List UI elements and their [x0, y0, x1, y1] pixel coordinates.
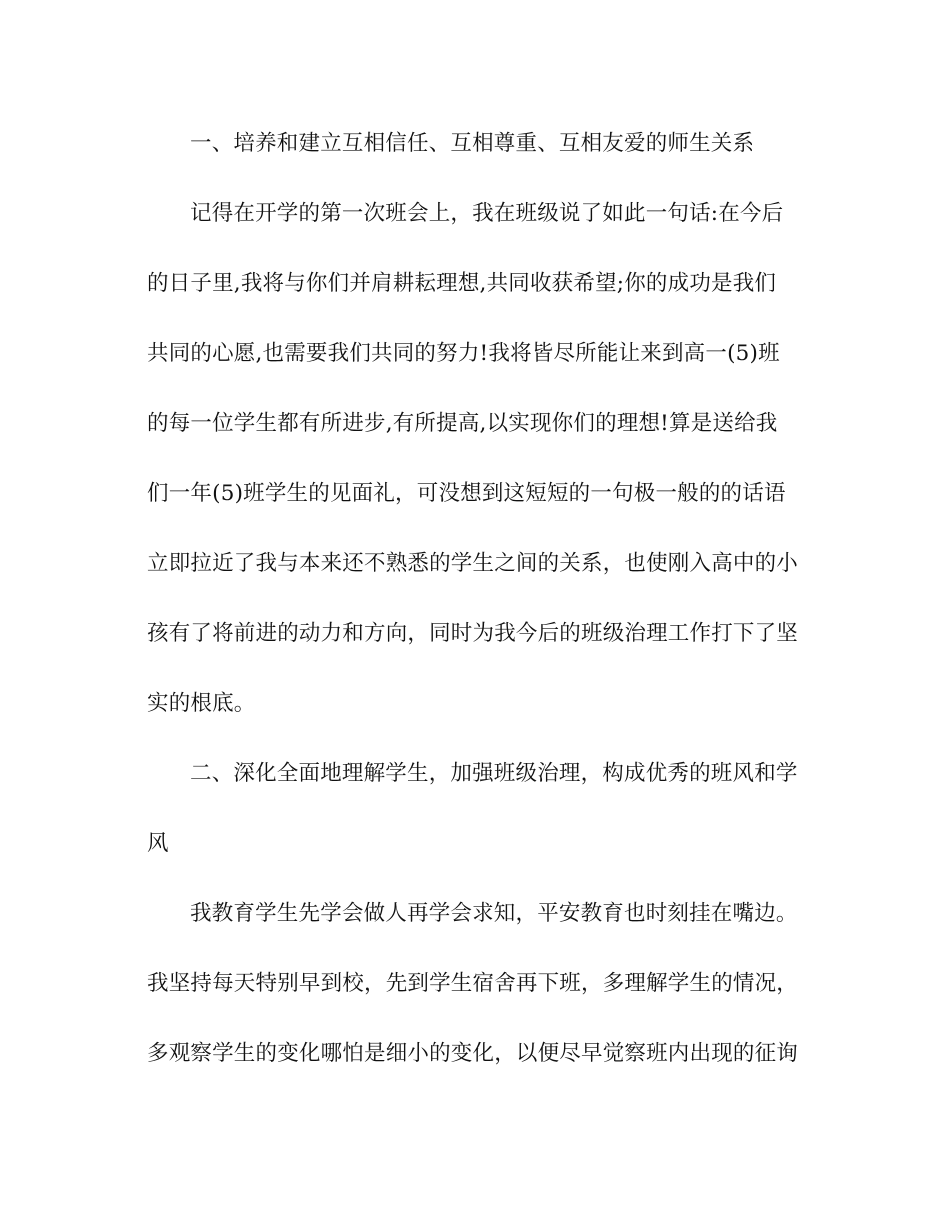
paragraph-line: 记得在开学的第一次班会上，我在班级说了如此一句话:在今后: [190, 201, 784, 226]
paragraph-line: 们一年(5)班学生的见面礼，可没想到这短短的一句极一般的的话语: [147, 481, 786, 506]
paragraph-line: 立即拉近了我与本来还不熟悉的学生之间的关系，也使刚入高中的小: [147, 551, 799, 576]
paragraph-line: 多观察学生的变化哪怕是细小的变化，以便尽早觉察班内出现的征询: [147, 1041, 799, 1066]
heading-section-two-continued: 风: [147, 831, 169, 856]
paragraph-line: 的每一位学生都有所进步,有所提高,以实现你们的理想!算是送给我: [147, 411, 778, 436]
paragraph-line: 的日子里,我将与你们并肩耕耘理想,共同收获希望;你的成功是我们: [147, 271, 777, 296]
paragraph-line: 我坚持每天特别早到校，先到学生宿舍再下班，多理解学生的情况，: [147, 971, 799, 996]
paragraph-line: 孩有了将前进的动力和方向，同时为我今后的班级治理工作打下了坚: [147, 621, 799, 646]
heading-section-one: 一、培养和建立互相信任、互相尊重、互相友爱的师生关系: [190, 131, 755, 156]
heading-section-two: 二、深化全面地理解学生，加强班级治理，构成优秀的班风和学: [190, 761, 798, 786]
paragraph-line: 我教育学生先学会做人再学会求知，平安教育也时刻挂在嘴边。: [190, 901, 798, 926]
paragraph-line: 实的根底。: [147, 691, 256, 716]
paragraph-line: 共同的心愿,也需要我们共同的努力!我将皆尽所能让来到高一(5)班: [147, 341, 780, 366]
